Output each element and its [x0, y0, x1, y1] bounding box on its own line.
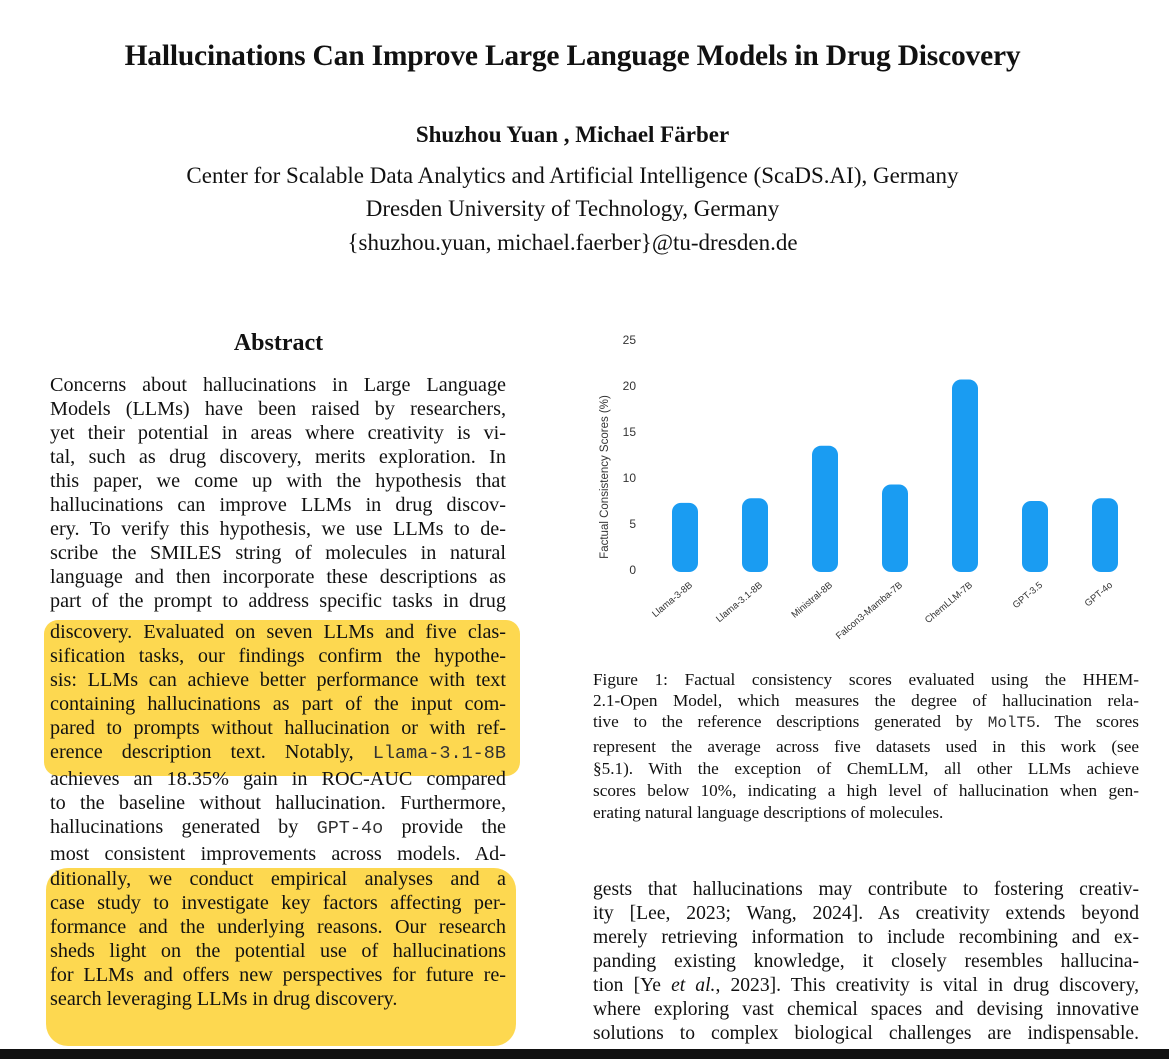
abstract-line: this paper, we come up with the hypothesis that: [50, 470, 506, 492]
x-tick-label: GPT-4o: [1082, 579, 1115, 610]
y-tick-label: 10: [622, 471, 636, 485]
abstract-line: search leveraging LLMs in drug discovery.: [50, 988, 398, 1010]
abstract-text: hallucinations generated by: [50, 816, 299, 838]
factual-consistency-chart: [592, 330, 1152, 670]
bar: [672, 503, 698, 572]
author-emails: {shuzhou.yuan, michael.faerber}@tu-dresden.de: [347, 230, 798, 255]
body-line: [593, 975, 1139, 997]
abstract-line: most consistent improvements across models. Ad-: [50, 843, 506, 865]
paper-authors: Shuzhou Yuan , Michael Färber: [415, 122, 730, 147]
abstract-line: achieves an 18.35% gain in ROC-AUC compared: [50, 768, 506, 790]
et-al: et al.: [671, 975, 716, 996]
abstract-text: provide the: [401, 816, 507, 838]
x-axis-ticks: [650, 580, 1115, 642]
abstract-line: sification tasks, our findings confirm the hypothe-: [50, 645, 506, 667]
body-line: where exploring vast chemical spaces and devising innovative: [593, 999, 1139, 1020]
caption-line: erating natural language descriptions of molecules.: [593, 803, 944, 822]
caption-line: represent the average across five datasets used in this work (see: [593, 737, 1139, 756]
abstract-text: erence description text. Notably,: [50, 741, 354, 763]
abstract-line: containing hallucinations as part of the input com-: [50, 693, 506, 715]
abstract-line: part of the prompt to address specific tasks in drug: [50, 590, 506, 612]
y-tick-label: 15: [622, 425, 636, 439]
x-tick-label: Llama-3-8B: [650, 579, 695, 620]
caption-line: [593, 712, 1139, 732]
y-axis-label: Factual Consistency Scores (%): [599, 395, 611, 559]
bar: [882, 484, 908, 572]
abstract-line: case study to investigate key factors affecting per-: [50, 892, 506, 914]
x-tick-label: Falcon3-Mamba-7B: [833, 579, 905, 642]
abstract-line: pared to prompts without hallucination or with ref-: [50, 717, 506, 739]
abstract-line: hallucinations can improve LLMs in drug discov-: [50, 494, 506, 516]
abstract-line: Concerns about hallucinations in Large Language: [50, 374, 506, 396]
abstract-line: discovery. Evaluated on seven LLMs and five clas-: [50, 621, 506, 643]
abstract-line: for LLMs and offers new perspectives for future re-: [50, 964, 506, 986]
abstract-line: sis: LLMs can achieve better performance with text: [50, 669, 506, 691]
affiliation-center: Center for Scalable Data Analytics and Artificial Intelligence (ScaDS.AI), Germany: [186, 163, 959, 188]
body-line: ity [Lee, 2023; Wang, 2024]. As creativity extends beyond: [593, 903, 1139, 924]
screen-bottom-bar: [0, 1049, 1169, 1059]
y-tick-label: 25: [622, 333, 636, 347]
bar: [1092, 498, 1118, 572]
y-tick-label: 0: [629, 563, 636, 577]
caption-text: tive to the reference descriptions generated by: [593, 712, 973, 731]
x-tick-label: ChemLLM-7B: [922, 579, 975, 626]
body-line: merely retrieving information to include recombining and ex-: [593, 927, 1139, 948]
abstract-line: sheds light on the potential use of hallucinations: [50, 940, 506, 962]
abstract-line: [50, 816, 506, 839]
abstract-heading: Abstract: [233, 330, 324, 356]
model-name-llama: Llama-3.1-8B: [372, 743, 506, 764]
body-text-span: , 2023]. This creativity is vital in drug discovery,: [715, 975, 1139, 996]
caption-line: Figure 1: Factual consistency scores evaluated using the HHEM-: [593, 670, 1139, 689]
x-tick-label: Llama-3.1-8B: [714, 579, 765, 625]
abstract-line: scribe the SMILES string of molecules in natural: [50, 542, 506, 564]
abstract-line: ery. To verify this hypothesis, we use LLMs to de-: [50, 518, 506, 540]
caption-line: 2.1-Open Model, which measures the degree of hallucination rela-: [593, 691, 1139, 710]
body-text-span: tion [Ye: [593, 975, 661, 996]
affiliation-university: Dresden University of Technology, Germany: [365, 196, 780, 221]
bar: [812, 446, 838, 572]
abstract-line: to the baseline without hallucination. Furthermore,: [50, 792, 506, 814]
y-tick-label: 20: [622, 379, 636, 393]
y-axis-ticks: [623, 333, 637, 577]
caption-line: §5.1). With the exception of ChemLLM, all other LLMs achieve: [593, 759, 1139, 778]
body-line: panding existing knowledge, it closely resembles hallucina-: [593, 951, 1139, 972]
body-line: solutions to complex biological challenges are indispensable.: [593, 1023, 1139, 1044]
caption-line: scores below 10%, indicating a high level of hallucination when gen-: [593, 781, 1139, 800]
x-tick-label: Ministral-8B: [789, 579, 835, 621]
bar: [952, 380, 978, 572]
bar: [742, 498, 768, 572]
body-line: gests that hallucinations may contribute to fostering creativ-: [593, 879, 1139, 900]
abstract-line: [50, 741, 506, 764]
x-tick-label: GPT-3.5: [1010, 579, 1045, 612]
bars: [672, 380, 1118, 572]
model-name-gpt: GPT-4o: [316, 818, 384, 839]
bar: [1022, 501, 1048, 572]
y-tick-label: 5: [629, 517, 636, 531]
abstract-line: tal, such as drug discovery, merits exploration. In: [50, 446, 506, 468]
model-name-molt5: MolT5: [987, 714, 1036, 732]
abstract-line: formance and the underlying reasons. Our research: [50, 916, 506, 938]
paper-title: Hallucinations Can Improve Large Language Models in Drug Discovery: [124, 40, 1021, 72]
caption-text: . The scores: [1035, 712, 1139, 731]
abstract-line: Models (LLMs) have been raised by researchers,: [50, 398, 506, 420]
abstract-line: ditionally, we conduct empirical analyses and a: [50, 868, 506, 890]
abstract-line: yet their potential in areas where creativity is vi-: [50, 422, 506, 444]
abstract-line: language and then incorporate these descriptions as: [50, 566, 506, 588]
